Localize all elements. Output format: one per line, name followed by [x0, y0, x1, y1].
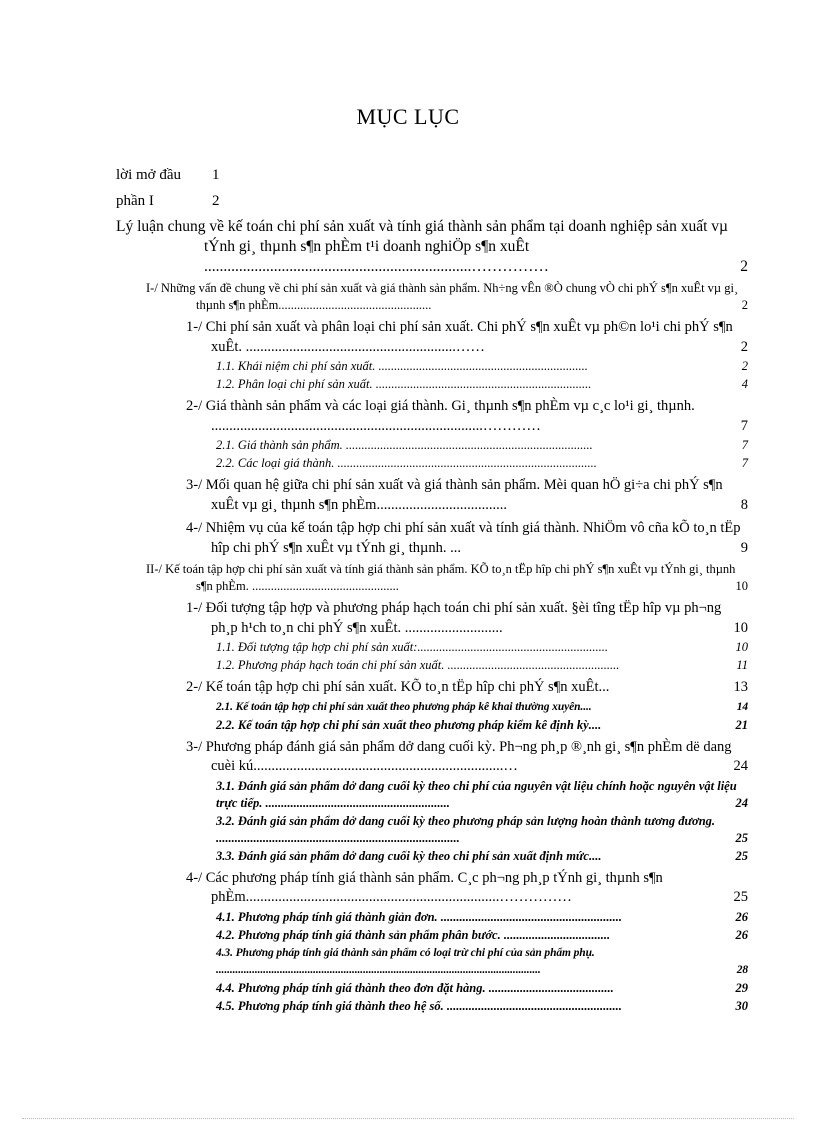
toc-entry-text: 4.4. Phương pháp tính giá thành theo đơn đặt hàng. ........................................ [216, 980, 614, 995]
toc-entry[interactable] [146, 280, 748, 314]
toc-entry-page: 8 [739, 496, 748, 516]
toc-entry-text: 3.1. Đánh giá sản phẩm dở dang cuối kỳ theo chi phí của nguyên vật liệu chính hoặc nguyên vật liệu trực tiếp. ........................................................... [216, 778, 737, 810]
toc-entry-text: 2.1. Kế toán tập hợp chi phí sản xuất theo phương pháp kê khai thường xuyên.... [216, 700, 592, 713]
table-of-contents [116, 165, 748, 1015]
toc-entry[interactable] [216, 657, 748, 674]
toc-entry-page: 4 [741, 377, 748, 391]
toc-entry[interactable] [146, 561, 748, 595]
toc-entry-text: 2-/ Giá thành sản phẩm và các loại giá thành. Gi¸ thµnh s¶n phÈm vµ c¸c lo¹i gi¸ thµnh. ...........................................................................………… [186, 398, 695, 434]
toc-entry-page: 30 [735, 998, 748, 1013]
page-title: MỤC LỤC [356, 104, 460, 129]
toc-entry-page: 7 [739, 417, 748, 437]
toc-entry[interactable] [186, 738, 748, 777]
toc-entry-text: 4.2. Phương pháp tính giá thành sản phẩm phân bước. .................................. [216, 927, 611, 942]
toc-entry[interactable] [216, 358, 748, 375]
toc-entry-text: 2-/ Kế toán tập hợp chi phí sản xuất. KÕ to¸n tËp hîp chi phÝ s¶n xuÊt... [186, 679, 610, 695]
toc-entry-page: 2 [740, 258, 748, 275]
toc-entry[interactable] [216, 848, 748, 865]
toc-entry-label: phần I [116, 193, 154, 209]
toc-entry[interactable] [216, 699, 748, 716]
toc-entry-page: 26 [735, 927, 748, 942]
toc-entry-text: Lý luận chung về kế toán chi phí sản xuất và tính giá thành sản phẩm tại doanh nghiệp sản xuất vµ tÝnh gi¸ thµnh s¶n phÈm t¹i doanh nghiÖp s¶n xuÊt .....................................................................…………… [116, 218, 728, 275]
toc-entry[interactable] [216, 437, 748, 454]
toc-entry-text: 1.2. Phân loại chi phí sản xuất. ..................................................................... [216, 377, 592, 391]
toc-entry[interactable] [186, 318, 748, 357]
toc-entry-text: 3-/ Mối quan hệ giữa chi phí sản xuất và giá thành sản phẩm. Mèi quan hÖ gi÷a chi phÝ s¶n xuÊt vµ gi¸ thµnh s¶n phÈm.................................... [186, 477, 723, 513]
toc-entry[interactable] [216, 813, 748, 847]
toc-entry-text: 1.1. Khái niệm chi phí sản xuất. ................................................................... [216, 359, 588, 373]
toc-entry[interactable] [186, 397, 748, 436]
toc-entry-page: 13 [732, 678, 749, 698]
toc-entry[interactable] [216, 717, 748, 734]
toc-entry[interactable] [216, 376, 748, 393]
toc-entry[interactable] [116, 217, 748, 277]
toc-entry-text: 2.1. Giá thành sản phẩm. ............................................................................... [216, 438, 593, 452]
toc-entry-text: 4-/ Nhiệm vụ của kế toán tập hợp chi phí sản xuất và tính giá thành. NhiÖm vô cña kÕ to¸n tËp hîp chi phÝ s¶n xuÊt vµ tÝnh gi¸ thµnh. ... [186, 520, 741, 556]
toc-entry-page: 24 [735, 795, 748, 810]
toc-entry-page: 25 [735, 848, 748, 863]
toc-entry[interactable] [186, 519, 748, 558]
toc-entry[interactable] [216, 778, 748, 812]
toc-entry-text: 4.3. Phương pháp tính giá thành sản phẩm có loại trừ chi phí của sản phẩm phụ. ..................................................................................................................... [216, 946, 595, 976]
toc-entry-page: 24 [732, 757, 749, 777]
toc-entry-text: 2.2. Kế toán tập hợp chi phí sản xuất theo phương pháp kiểm kê định kỳ.... [216, 717, 602, 732]
toc-entry-text: 1.2. Phương pháp hạch toán chi phí sản xuất. ....................................................... [216, 658, 620, 672]
toc-entry[interactable] [186, 678, 748, 698]
toc-entry-page: 2 [741, 298, 748, 312]
toc-entry-page: 11 [736, 658, 748, 672]
toc-entries [116, 217, 748, 1015]
toc-entry-page: 26 [735, 909, 748, 924]
toc-entry-page: 25 [735, 830, 748, 845]
toc-entry[interactable] [216, 909, 748, 926]
toc-entry-text: 4-/ Các phương pháp tính giá thành sản phẩm. C¸c ph¬ng ph¸p tÝnh gi¸ thµnh s¶n phÈm......................................................................…………… [186, 869, 663, 905]
toc-entry-page: 28 [735, 962, 748, 979]
toc-entry-page: 21 [735, 717, 748, 732]
toc-entry-page: 1 [212, 167, 220, 183]
toc-entry-text: 1-/ Chi phí sản xuất và phân loại chi phí sản xuất. Chi phÝ s¶n xuÊt vµ ph©n lo¹i chi phÝ s¶n xuÊt. ..........................................................…… [186, 319, 733, 355]
toc-entry[interactable] [216, 927, 748, 944]
toc-entry-text: 1-/ Đối tượng tập hợp và phương pháp hạch toán chi phí sản xuất. §èi tîng tËp hîp vµ ph¬ng ph¸p h¹ch to¸n chi phÝ s¶n xuÊt. ........................... [186, 600, 722, 636]
toc-entry-text: I-/ Những vấn đề chung về chi phí sản xuất và giá thành sản phẩm. Nh÷ng vÊn ®Ò chung vÒ chi phÝ s¶n xuÊt vµ gi¸ thµnh s¶n phÈm................................................. [146, 281, 739, 312]
toc-entry[interactable] [216, 980, 748, 997]
toc-entry-page: 7 [741, 438, 748, 452]
toc-entry-simple[interactable] [116, 191, 748, 211]
toc-entry[interactable] [216, 945, 748, 979]
toc-entry-page: 29 [735, 980, 748, 995]
toc-entry-text: II-/ Kế toán tập hợp chi phí sản xuất và tính giá thành sản phẩm. KÕ to¸n tËp hîp chi phÝ s¶n xuÊt vµ tÝnh gi¸ thµnh s¶n phÈm. ............................................... [146, 562, 736, 593]
page-bottom-divider [22, 1118, 794, 1119]
toc-entry[interactable] [186, 869, 748, 908]
toc-entry-text: 4.5. Phương pháp tính giá thành theo hệ số. ........................................................ [216, 998, 622, 1013]
toc-entry-page: 2 [739, 338, 748, 358]
toc-entry-text: 3.3. Đánh giá sản phẩm dở dang cuối kỳ theo chi phí sản xuất định mức.... [216, 848, 602, 863]
toc-entry[interactable] [216, 998, 748, 1015]
toc-entry[interactable] [186, 476, 748, 515]
toc-entry[interactable] [216, 455, 748, 472]
toc-entry-page: 2 [212, 193, 220, 209]
toc-entry-page: 9 [739, 539, 748, 559]
toc-entry-page: 10 [732, 619, 749, 639]
toc-entry-page: 10 [735, 579, 748, 593]
toc-entry-text: 2.2. Các loại giá thành. ................................................................................... [216, 456, 597, 470]
toc-entry-page: 25 [732, 888, 749, 908]
toc-entry-text: 3-/ Phương pháp đánh giá sản phẩm dở dang cuối kỳ. Ph¬ng ph¸p ®¸nh gi¸ s¶n phÈm dë dang cuèi kú.....................................................................… [186, 738, 732, 774]
toc-entry-page: 10 [735, 640, 748, 654]
toc-entry-text: 4.1. Phương pháp tính giá thành giản đơn. .......................................................... [216, 909, 623, 924]
toc-entry-page: 7 [741, 456, 748, 470]
toc-entry-page: 2 [741, 359, 748, 373]
toc-entry-text: 3.2. Đánh giá sản phẩm dở dang cuối kỳ theo phương pháp sản lượng hoàn thành tương đương. .............................................................................. [216, 813, 716, 845]
toc-entry-label: lời mở đầu [116, 167, 182, 183]
toc-entry[interactable] [216, 639, 748, 656]
toc-entry-page: 14 [735, 699, 748, 716]
toc-entry-text: 1.1. Đối tượng tập hợp chi phí sản xuất:............................................................. [216, 640, 609, 654]
toc-entry-simple[interactable] [116, 165, 748, 185]
intro-entries [116, 165, 748, 211]
toc-entry[interactable] [186, 599, 748, 638]
